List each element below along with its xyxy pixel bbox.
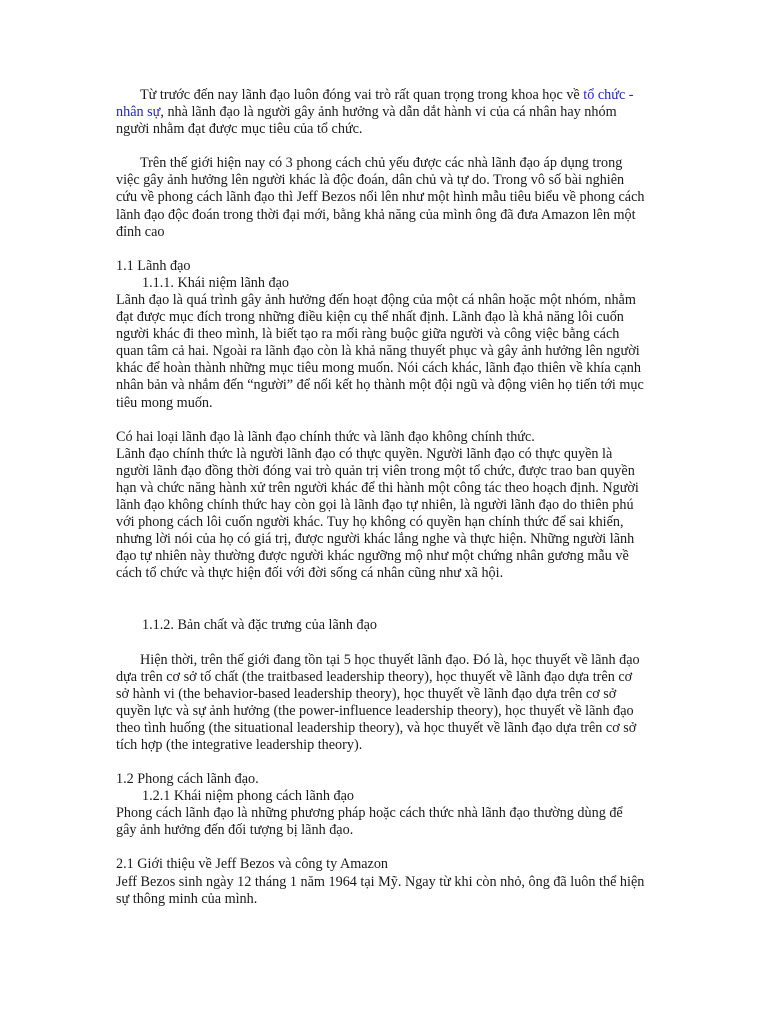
leadership-style-definition-paragraph: Phong cách lãnh đạo là những phương pháp hoặc cách thức nhà lãnh đạo thường dùng để gây ảnh hưởng đến đối tượng bị lãnh đạo. <box>116 805 623 839</box>
leadership-types-paragraph: Có hai loại lãnh đạo là lãnh đạo chính thức và lãnh đạo không chính thức. <box>116 428 535 445</box>
formal-leadership-paragraph: Lãnh đạo chính thức là người lãnh đạo có thực quyền. Người lãnh đạo có thực quyền là người lãnh đạo đồng thời đóng vai trò quản trị viên trong một tổ chức, được trao ban quyền hạn và chức năng hành xử trên người khác để thi hành một công tác theo hoạch định. Người lãnh đạo không chính thức hay còn gọi là lãnh đạo tự nhiên, là người lãnh đạo do thiên phú với phong cách lôi cuốn người khác. Tuy họ không có quyền hạn chính thức để sai khiến, nhưng lời nói của họ có giá trị, được người khác lắng nghe và thực hiện. Những người lãnh đạo tự nhiên này thường được người khác ngưỡng mộ như một chứng nhân gương mẫu về cách tổ chức và thực hiện đối với đời sống cá nhân cũng như xã hội. <box>116 445 639 582</box>
spacer <box>116 582 646 617</box>
leadership-theories-paragraph: Hiện thời, trên thế giới đang tồn tại 5 học thuyết lãnh đạo. Đó là, học thuyết về lãnh đạo dựa trên cơ sở tố chất (the traitbased leadership theory), học thuyết về lãnh đạo dựa trên cơ sở hành vi (the behavior-based leadership theory), học thuyết về lãnh đạo dựa trên cơ sở quyền lực và sự ảnh hưởng (the power-influence leadership theory), học thuyết về lãnh đạo theo tình huống (the situational leadership theory), và học thuyết về lãnh đạo dựa trên cơ sở tích hợp (the integrative leadership theory). <box>116 651 640 753</box>
intro-paragraph-1 <box>116 87 646 138</box>
spacer <box>116 754 646 771</box>
spacer <box>116 138 646 155</box>
spacer <box>116 839 646 856</box>
document-body <box>116 87 646 908</box>
spacer <box>116 635 646 652</box>
intro-paragraph-2: Trên thế giới hiện nay có 3 phong cách chủ yếu được các nhà lãnh đạo áp dụng trong việc gây ảnh hưởng lên người khác là độc đoán, dân chủ và tự do. Trong vô số bài nghiên cứu về phong cách lãnh đạo thì Jeff Bezos nổi lên như một hình mẫu tiêu biểu về phong cách lãnh đạo độc đoán trong thời đại mới, bằng khả năng của mình ông đã đưa Amazon lên một đỉnh cao <box>116 155 645 240</box>
spacer <box>116 241 646 258</box>
section-heading-1-1: 1.1 Lãnh đạo <box>116 257 191 274</box>
subsection-heading-1-1-2: 1.1.2. Bản chất và đặc trưng của lãnh đạo <box>142 617 378 634</box>
section-heading-1-2: 1.2 Phong cách lãnh đạo. <box>116 771 259 788</box>
subsection-heading-1-1-1: 1.1.1. Khái niệm lãnh đạo <box>142 274 289 291</box>
subsection-heading-1-2-1: 1.2.1 Khái niệm phong cách lãnh đạo <box>142 788 354 805</box>
intro-text-before-link: Từ trước đến nay lãnh đạo luôn đóng vai trò rất quan trọng trong khoa học về <box>140 87 584 103</box>
leadership-definition-paragraph: Lãnh đạo là quá trình gây ảnh hưởng đến hoạt động của một cá nhân hoặc một nhóm, nhằm đạt được mục đích trong những điều kiện cụ thể nhất định. Lãnh đạo là khả năng lôi cuốn người khác đi theo mình, là biết tạo ra mối ràng buộc giữa người và công việc bằng cách quan tâm cả hai. Ngoài ra lãnh đạo còn là khả năng thuyết phục và gây ảnh hưởng lên người khác để hoàn thành những mục tiêu mong muốn. Nói cách khác, lãnh đạo thiên về khía cạnh nhân bản và nhắm đến “người” để nối kết họ thành một đội ngũ và động viên họ tiến tới mục tiêu mong muốn. <box>116 291 644 411</box>
section-heading-2-1: 2.1 Giới thiệu về Jeff Bezos và công ty Amazon <box>116 856 389 873</box>
intro-text-after-link: , nhà lãnh đạo là người gây ảnh hưởng và dẫn dắt hành vi của cá nhân hay nhóm người nhằm đạt được mục tiêu của tổ chức. <box>116 104 617 138</box>
org-hr-link[interactable]: tổ chức - nhân sự <box>116 87 634 121</box>
spacer <box>116 412 646 429</box>
jeff-bezos-intro-paragraph: Jeff Bezos sinh ngày 12 tháng 1 năm 1964 tại Mỹ. Ngay từ khi còn nhỏ, ông đã luôn thể hiện sự thông minh của mình. <box>116 873 645 907</box>
